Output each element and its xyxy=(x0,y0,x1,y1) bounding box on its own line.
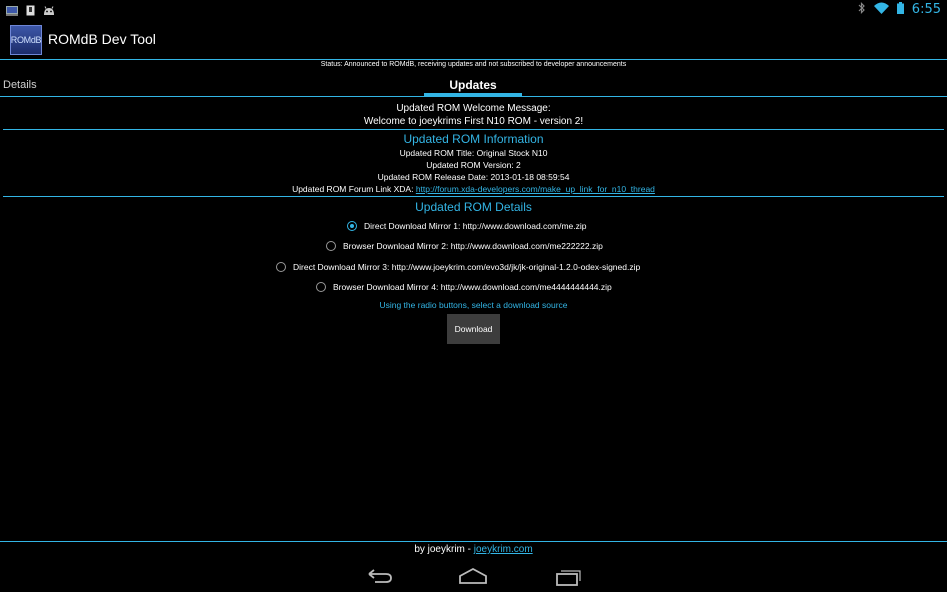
screenshot-icon xyxy=(6,3,18,21)
mirror-label: Browser Download Mirror 2: http://www.download.com/me222222.zip xyxy=(343,241,603,251)
section-divider xyxy=(3,129,944,130)
radio-button[interactable] xyxy=(276,262,286,272)
rom-release-date: Updated ROM Release Date: 2013-01-18 08:59:54 xyxy=(377,172,570,182)
tab-bar-divider xyxy=(0,96,947,97)
rom-info xyxy=(0,147,947,195)
mirror-label: Direct Download Mirror 1: http://www.download.com/me.zip xyxy=(364,221,587,231)
mirror-option-4[interactable] xyxy=(316,280,612,294)
mirror-option-1[interactable] xyxy=(347,219,587,233)
mirror-option-2[interactable] xyxy=(326,239,603,253)
download-button[interactable]: Download xyxy=(447,314,500,344)
app-logo-icon[interactable]: ROMdB xyxy=(10,25,42,55)
system-navigation-bar xyxy=(0,562,947,592)
sd-card-icon xyxy=(26,3,35,21)
action-bar-divider xyxy=(0,59,947,60)
rom-forum-label: Updated ROM Forum Link XDA: xyxy=(292,184,416,194)
rom-forum-row xyxy=(0,183,947,195)
footer-divider xyxy=(0,541,947,542)
radio-button[interactable] xyxy=(316,282,326,292)
rom-details-heading: Updated ROM Details xyxy=(415,200,532,214)
footer-credit xyxy=(0,544,947,555)
home-icon[interactable] xyxy=(458,565,488,587)
radio-button-checked[interactable] xyxy=(347,221,357,231)
download-hint: Using the radio buttons, select a download source xyxy=(379,300,568,310)
rom-version: Updated ROM Version: 2 xyxy=(426,160,521,170)
welcome-text: Welcome to joeykrims First N10 ROM - version 2! xyxy=(363,116,584,127)
clock-time: 6:55 xyxy=(911,2,941,17)
back-icon[interactable] xyxy=(365,565,395,587)
tab-details[interactable]: Details xyxy=(3,79,37,91)
radio-button[interactable] xyxy=(326,241,336,251)
footer-by: by joeykrim - xyxy=(414,544,474,555)
footer-link[interactable]: joeykrim.com xyxy=(473,544,533,555)
section-divider xyxy=(3,196,944,197)
bluetooth-icon xyxy=(858,2,866,17)
rom-forum-link[interactable]: http://forum.xda-developers.com/make_up_link_for_n10_thread xyxy=(415,184,655,194)
recent-apps-icon[interactable] xyxy=(554,565,584,587)
system-status-bar xyxy=(0,0,947,20)
welcome-heading: Updated ROM Welcome Message: xyxy=(396,103,551,114)
rom-info-heading: Updated ROM Information xyxy=(403,132,544,146)
tab-bar xyxy=(0,74,947,96)
announcement-status: Status: Announced to ROMdB, receiving updates and not subscribed to developer announcements xyxy=(320,61,627,68)
action-bar xyxy=(0,20,947,60)
battery-icon xyxy=(897,2,904,17)
rom-title: Updated ROM Title: Original Stock N10 xyxy=(399,148,548,158)
mirror-option-3[interactable] xyxy=(276,260,640,274)
debug-android-icon xyxy=(43,3,55,21)
mirror-label: Browser Download Mirror 4: http://www.download.com/me4444444444.zip xyxy=(333,282,612,292)
wifi-icon xyxy=(874,2,889,17)
welcome-message xyxy=(0,102,947,128)
mirror-label: Direct Download Mirror 3: http://www.joeykrim.com/evo3d/jk/jk-original-1.2.0-odex-signed.zip xyxy=(293,262,641,272)
tab-updates[interactable]: Updates xyxy=(449,78,497,92)
app-title: ROMdB Dev Tool xyxy=(48,31,156,47)
